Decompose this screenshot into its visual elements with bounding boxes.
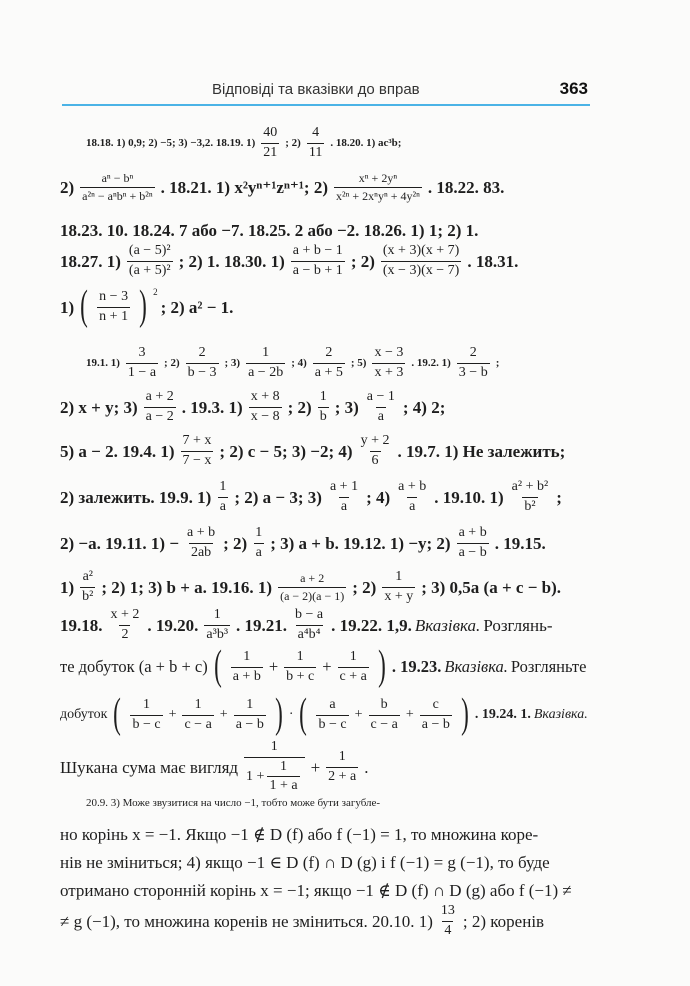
numerator: 1 [219, 479, 227, 494]
denominator: a + b [232, 668, 261, 684]
answer-text: 2) −a. 19.11. 1) − [60, 533, 180, 553]
answer-text: ; 2) [287, 397, 312, 417]
numerator: a + b [398, 479, 427, 494]
answer-text: нів не зміниться; 4) якщо −1 ∈ D (f) ∩ D (g) і f (−1) = g (−1), то буде [60, 853, 550, 872]
numerator: a² [82, 569, 93, 584]
answer-text: 1) [60, 297, 75, 317]
fraction [291, 244, 345, 278]
fraction [457, 526, 489, 560]
answer-text: ; 2) 1. 18.30. 1) [178, 251, 285, 271]
text-line [60, 126, 618, 160]
answer-text: ; 2) 1; 3) b + a. 19.16. 1) [101, 577, 273, 597]
answer-text: ; 3) 0,5a (a + c − b). [421, 577, 562, 597]
answer-text: Розглянь- [483, 615, 553, 635]
text-line [60, 643, 592, 690]
numerator: 2 [469, 345, 477, 360]
answer-text: ; 2) [285, 136, 301, 149]
text-line [60, 798, 618, 809]
numerator: a + b [187, 525, 216, 540]
numerator: (x + 3)(x + 7) [382, 243, 460, 258]
numerator: a + b [458, 525, 487, 540]
fraction [369, 698, 400, 732]
denominator: b − c [132, 716, 161, 732]
text-line [60, 172, 592, 202]
denominator: a [219, 498, 226, 514]
denominator: a + 5 [314, 364, 343, 380]
answer-text: ; 2) [223, 533, 248, 553]
fraction [359, 434, 392, 468]
right-paren: ) [274, 691, 283, 738]
fraction [181, 434, 214, 468]
answer-text: . 19.21. [236, 615, 288, 635]
answer-text: ; 2) a − 3; 3) [234, 487, 322, 507]
answer-text: . 18.20. 1) ac³b; [330, 136, 402, 149]
fraction [231, 650, 263, 684]
numerator: 1 [349, 649, 357, 664]
numerator: 1 [395, 569, 403, 584]
header-rule [62, 104, 590, 106]
fraction [253, 526, 264, 560]
fraction [284, 650, 316, 684]
denominator: a [409, 498, 416, 514]
fraction [313, 346, 345, 380]
denominator: 1 + a [269, 778, 298, 794]
denominator: 1 + $\frac{1}{1 + a}$ [244, 757, 305, 794]
numerator: 7 + x [182, 433, 212, 448]
numerator: 1 [280, 758, 287, 774]
numerator: n − 3 [99, 289, 129, 304]
denominator: x + y [384, 588, 414, 604]
numerator: xⁿ + 2yⁿ [358, 171, 398, 185]
plus-sign: + [168, 707, 177, 723]
denominator: b [319, 408, 327, 424]
numerator: 1 [246, 697, 254, 712]
answer-text: но корінь x = −1. Якщо −1 ∉ D (f) або f (−1) = 1, то множина коре- [60, 825, 539, 844]
answer-text: 2) залежить. 19.9. 1) [60, 487, 212, 507]
answer-text: . 19.20. [147, 615, 199, 635]
denominator: 21 [263, 144, 278, 160]
numerator: 1 [270, 739, 278, 754]
fraction [127, 244, 173, 278]
denominator: 2ab [190, 544, 212, 560]
fraction [80, 172, 155, 202]
numerator: a + 2 [145, 389, 174, 404]
text-line [60, 346, 618, 380]
numerator: 1 [243, 649, 251, 664]
numerator: x − 3 [374, 345, 404, 360]
numerator: a² + b² [511, 479, 549, 494]
numerator: 2 [325, 345, 333, 360]
denominator: a − 2 [145, 408, 174, 424]
numerator: a + 1 [329, 479, 359, 494]
fraction [328, 480, 360, 514]
multiply-dot: · [288, 707, 294, 723]
right-paren: ) [139, 283, 147, 330]
answer-text: ; 2) c − 5; 3) −2; 4) [219, 441, 353, 461]
answer-text: 20.9. 3) Може звузитися на число −1, тобто може бути загубле- [86, 797, 381, 809]
denominator: 7 − x [182, 452, 212, 468]
answer-text: ; 3) [224, 356, 241, 369]
answer-text: ; 5) [350, 356, 367, 369]
denominator: a³b³ [206, 626, 229, 642]
answer-text: 1) [60, 577, 75, 597]
numerator: 13 [440, 903, 455, 918]
fraction [246, 346, 285, 380]
fraction [510, 480, 551, 514]
numerator: a − 1 [366, 389, 395, 404]
answer-text: . 18.31. [467, 251, 519, 271]
fraction [334, 172, 422, 202]
numerator: x + 8 [250, 389, 280, 404]
numerator: 1 [255, 525, 263, 540]
fraction [318, 390, 329, 424]
answer-text: ; 4) [366, 487, 391, 507]
text-line [60, 222, 592, 239]
text-line [60, 434, 592, 468]
numerator: aⁿ − bⁿ [101, 171, 134, 185]
plus-sign: + [354, 707, 363, 723]
denominator: b + c [286, 668, 315, 684]
fraction [326, 750, 358, 784]
fraction [372, 346, 405, 380]
answer-text: . 19.24. 1. [474, 707, 531, 723]
answer-text: ; 3) a + b. 19.12. 1) −y; 2) [270, 533, 451, 553]
answer-text: . 19.10. 1) [434, 487, 504, 507]
denominator: c − a [184, 716, 212, 732]
fraction [293, 608, 325, 642]
fraction [381, 244, 461, 278]
text-line [60, 904, 592, 938]
denominator: (a + 5)² [128, 262, 171, 278]
answer-text: . 19.7. 1) Не залежить; [397, 441, 566, 461]
numerator: 1 [262, 345, 270, 360]
page-number: 363 [559, 79, 588, 98]
fraction [316, 698, 348, 732]
text-line [60, 480, 592, 514]
text-line [60, 390, 592, 424]
denominator: a [340, 498, 348, 514]
fraction [249, 390, 282, 424]
answer-text: . 19.15. [494, 533, 546, 553]
denominator: 2 + a [328, 768, 357, 784]
text-line [60, 526, 592, 560]
text-line [60, 854, 592, 871]
left-paren: ( [299, 691, 308, 738]
answer-text: ; 2) a² − 1. [160, 297, 234, 317]
denominator: x − 8 [250, 408, 280, 424]
fraction [382, 570, 415, 604]
denominator: b − 3 [187, 364, 217, 380]
answer-text: . 18.22. 83. [427, 177, 505, 197]
denominator: x + 3 [374, 364, 404, 380]
text-line [60, 740, 592, 794]
numerator: 40 [263, 125, 278, 140]
answer-text: Шукана сума має вигляд [60, 757, 239, 777]
text-line [60, 826, 592, 843]
fraction [307, 126, 324, 160]
numerator: 1 [319, 389, 327, 404]
text-line [60, 882, 592, 899]
denominator: (x − 3)(x − 7) [382, 262, 460, 278]
text-line [60, 691, 592, 738]
fraction [261, 126, 279, 160]
denominator: c + a [339, 668, 367, 684]
fraction [267, 760, 299, 794]
answer-text: ; 2) [350, 251, 375, 271]
denominator: a − b [421, 716, 450, 732]
answer-text: ; [495, 356, 500, 369]
answer-text: ; 2) [352, 577, 377, 597]
denominator: (a − 2)(a − 1) [280, 588, 345, 603]
denominator: 1 − a [127, 364, 157, 380]
answer-text: Розгляньте [510, 656, 587, 676]
answer-text: те добуток (a + b + c) [60, 656, 208, 676]
hint-label: Вказівка. [533, 707, 588, 723]
fraction [109, 608, 142, 642]
fraction [365, 390, 397, 424]
running-title: Відповіді та вказівки до вправ [212, 81, 420, 98]
page-header [62, 76, 590, 104]
hint-label: Вказівка. [414, 615, 481, 635]
fraction [144, 390, 176, 424]
fraction [126, 346, 158, 380]
plus-sign: + [219, 707, 228, 723]
answer-text: 2) x + y; 3) [60, 397, 138, 417]
numerator: a + 2 [300, 571, 325, 586]
numerator: y + 2 [360, 433, 390, 448]
fraction [338, 650, 369, 684]
answer-text: 19.18. [60, 615, 103, 635]
right-paren: ) [460, 691, 469, 738]
answer-text: ≠ g (−1), то множина коренів не зміниться. 20.10. 1) [60, 911, 433, 931]
answer-text: 5) a − 2. 19.4. 1) [60, 441, 175, 461]
denominator: c − a [370, 716, 398, 732]
numerator: 1 [143, 697, 150, 712]
denominator: 11 [308, 144, 323, 160]
continued-fraction [244, 740, 305, 794]
fraction [217, 480, 228, 514]
left-paren: ( [213, 643, 222, 690]
numerator: 2 [198, 345, 206, 360]
numerator: x + 2 [110, 607, 140, 622]
fraction [185, 526, 217, 560]
denominator: 2 [121, 626, 129, 642]
denominator: x²ⁿ + 2xⁿyⁿ + 4y²ⁿ [336, 188, 420, 203]
fraction [278, 572, 346, 602]
fraction [234, 698, 266, 732]
answer-text: ; 4) 2; [402, 397, 446, 417]
numerator: 3 [138, 345, 146, 360]
numerator: 1 [194, 697, 202, 712]
numerator: 1 [338, 748, 346, 764]
denominator: 3 − b [458, 364, 488, 380]
answer-text: ; 2) [164, 356, 180, 369]
answer-text: ; 2) коренів [462, 911, 545, 931]
denominator: a²ⁿ − aⁿbⁿ + b²ⁿ [82, 188, 153, 203]
numerator: 1 [296, 649, 304, 664]
answer-text: . 18.21. 1) x²yⁿ⁺¹zⁿ⁺¹; 2) [160, 177, 329, 197]
denominator: a − b + 1 [292, 262, 343, 278]
denominator: a⁴b⁴ [297, 626, 321, 642]
answer-text: ; 4) [291, 356, 307, 369]
numerator: a + b − 1 [292, 243, 343, 258]
answer-text: 18.27. 1) [60, 251, 121, 271]
answer-text: . 19.2. 1) [411, 356, 451, 369]
numerator: a [329, 697, 336, 712]
denominator: 6 [371, 452, 379, 468]
answer-text: 18.18. 1) 0,9; 2) −5; 3) −3,2. 18.19. 1) [86, 136, 256, 149]
fraction [97, 290, 130, 324]
denominator: n + 1 [99, 308, 129, 324]
answer-text: ; [556, 487, 562, 507]
answer-text: ; 3) [334, 397, 359, 417]
fraction [420, 698, 452, 732]
plus-sign: + [405, 707, 414, 723]
text-line [60, 570, 592, 604]
fraction [439, 904, 457, 938]
denominator: a [255, 544, 262, 560]
denominator: b − c [318, 716, 347, 732]
answer-text: 2) [60, 177, 75, 197]
numerator: c [432, 697, 439, 712]
denominator: a − b [458, 544, 487, 560]
left-paren: ( [113, 691, 122, 738]
numerator: 4 [312, 125, 320, 140]
answer-text: 18.23. 10. 18.24. 7 або −7. 18.25. 2 або −2. 18.26. 1) 1; 2) 1. [60, 221, 479, 240]
plus-sign: + [322, 656, 332, 676]
fraction [396, 480, 428, 514]
left-paren: ( [80, 283, 89, 330]
plus-sign: + [268, 656, 279, 676]
fraction [80, 570, 95, 604]
answer-text: . 19.3. 1) [181, 397, 243, 417]
answer-text: . [364, 757, 369, 777]
answer-text: отримано сторонній корінь x = −1; якщо −1 ∉ D (f) ∩ D (g) або f (−1) ≠ [60, 881, 572, 900]
numerator: b − a [295, 607, 324, 622]
fraction [457, 346, 490, 380]
fraction [204, 608, 230, 642]
text-line [60, 244, 592, 278]
hint-label: Вказівка. [444, 656, 508, 676]
answer-text: . 19.22. 1,9. [331, 615, 412, 635]
fraction [186, 346, 219, 380]
denominator: a [377, 408, 384, 424]
denominator: a − 2b [248, 364, 284, 380]
fraction [130, 698, 162, 732]
denominator: b² [524, 498, 536, 514]
answer-text: . 19.23. [391, 656, 442, 676]
text-line [60, 608, 592, 642]
fraction [182, 698, 213, 732]
denominator: 4 [444, 922, 452, 938]
plus-sign: + [310, 757, 321, 777]
answer-text: 19.1. 1) [86, 356, 120, 369]
numerator: 1 [213, 607, 221, 622]
denominator: b² [82, 588, 94, 604]
right-paren: ) [378, 643, 386, 690]
text-line: 1) ( $\frac{n - 3}{n + 1}$ ) $^2$ ; 2) a² − 1. [60, 283, 234, 330]
denominator: a − b [235, 716, 264, 732]
numerator: (a − 5)² [128, 243, 171, 258]
answer-text: добуток [60, 707, 108, 723]
numerator: b [380, 697, 388, 712]
